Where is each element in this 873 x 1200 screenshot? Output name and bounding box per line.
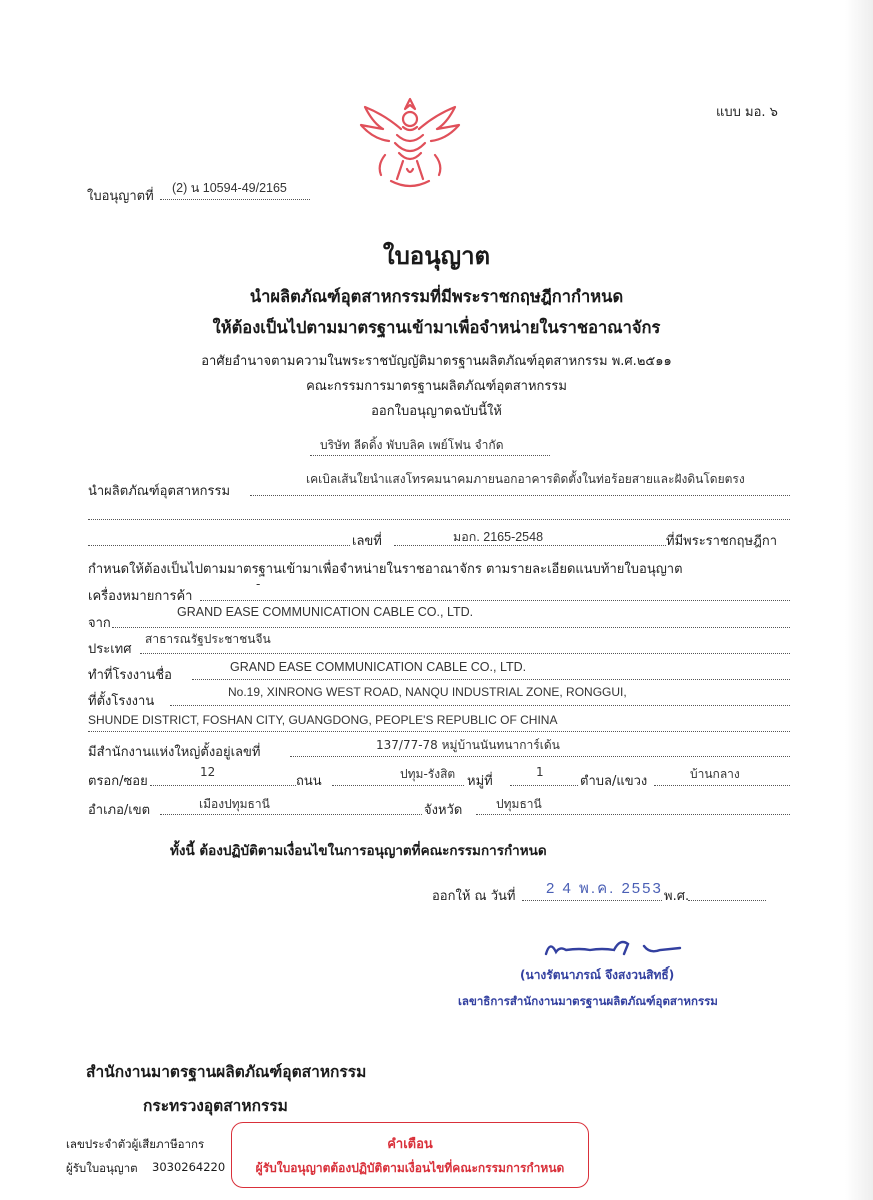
standard-no-value: มอก. 2165-2548 bbox=[453, 530, 544, 544]
trademark-label: เครื่องหมายการค้า bbox=[88, 589, 193, 604]
issued-label: ออกให้ ณ วันที่ bbox=[432, 889, 516, 904]
country-label: ประเทศ bbox=[88, 642, 132, 657]
license-no-value: (2) น 10594-49/2165 bbox=[172, 181, 287, 195]
soi-label: ตรอก/ซอย bbox=[88, 774, 148, 789]
issued-date-stamp: 2 4 พ.ค. 2553 bbox=[546, 880, 663, 897]
requirement-text: กำหนดให้ต้องเป็นไปตามมาตรฐานเข้ามาเพื่อจำหน่ายในราชอาณาจักร ตามรายละเอียดแนบท้ายใบอนุญาต bbox=[88, 562, 683, 577]
subtitle-line-1: นำผลิตภัณฑ์อุตสาหกรรมที่มีพระราชกฤษฎีกากำหนด bbox=[249, 287, 624, 306]
from-label: จาก bbox=[88, 616, 111, 631]
pre-number-dots bbox=[88, 545, 350, 546]
product-dots bbox=[250, 495, 790, 496]
warning-text: ผู้รับใบอนุญาตต้องปฏิบัติตามเงื่อนไขที่คณะกรรมการกำหนด bbox=[255, 1161, 565, 1175]
province-label: จังหวัด bbox=[424, 803, 463, 818]
soi-dots bbox=[150, 785, 296, 786]
subdistrict-value: บ้านกลาง bbox=[690, 767, 740, 781]
hq-label: มีสำนักงานแห่งใหญ่ตั้งอยู่เลขที่ bbox=[88, 745, 261, 760]
factory-address-line-1: No.19, XINRONG WEST ROAD, NANQU INDUSTRIAL ZONE, RONGGUI, bbox=[228, 685, 627, 699]
factory-address-dots-2 bbox=[88, 731, 790, 732]
authority-line-1: อาศัยอำนาจตามความในพระราชบัญญัติมาตรฐานผลิตภัณฑ์อุตสาหกรรม พ.ศ.๒๕๑๑ bbox=[201, 354, 672, 369]
road-label: ถนน bbox=[296, 774, 322, 789]
product-label: นำผลิตภัณฑ์อุตสาหกรรม bbox=[88, 484, 231, 499]
road-dots bbox=[332, 785, 464, 786]
license-no-dots bbox=[160, 199, 310, 200]
taxid-label-2: ผู้รับใบอนุญาต bbox=[66, 1161, 138, 1175]
authority-line-2: คณะกรรมการมาตรฐานผลิตภัณฑ์อุตสาหกรรม bbox=[306, 379, 567, 394]
licensee-dots bbox=[310, 455, 550, 456]
warning-box bbox=[231, 1122, 589, 1188]
factory-address-dots bbox=[170, 705, 790, 706]
from-dots bbox=[112, 627, 790, 628]
moo-value: 1 bbox=[536, 765, 544, 779]
warning-title: คำเตือน bbox=[387, 1137, 433, 1152]
signature-icon bbox=[540, 932, 690, 962]
country-value: สาธารณรัฐประชาชนจีน bbox=[145, 632, 271, 646]
subdistrict-label: ตำบล/แขวง bbox=[580, 774, 648, 789]
province-value: ปทุมธานี bbox=[496, 797, 542, 811]
decree-label: ที่มีพระราชกฤษฎีกา bbox=[666, 534, 777, 549]
page-edge-shadow bbox=[845, 0, 873, 1200]
form-code: แบบ มอ. ๖ bbox=[716, 105, 778, 120]
moo-label: หมู่ที่ bbox=[467, 774, 493, 789]
district-value: เมืองปทุมธานี bbox=[199, 797, 270, 811]
authority-line-3: ออกใบอนุญาตฉบับนี้ให้ bbox=[371, 404, 502, 419]
number-label: เลขที่ bbox=[352, 534, 382, 549]
license-no-label: ใบอนุญาตที่ bbox=[87, 189, 154, 204]
subdistrict-dots bbox=[654, 785, 790, 786]
factory-name-value: GRAND EASE COMMUNICATION CABLE CO., LTD. bbox=[230, 660, 527, 674]
subtitle-line-2: ให้ต้องเป็นไปตามมาตรฐานเข้ามาเพื่อจำหน่ายในราชอาณาจักร bbox=[212, 318, 661, 337]
factory-address-label: ที่ตั้งโรงงาน bbox=[88, 694, 155, 709]
district-dots bbox=[160, 814, 422, 815]
signatory-title: เลขาธิการสำนักงานมาตรฐานผลิตภัณฑ์อุตสาหกรรม bbox=[458, 994, 718, 1008]
trademark-value: - bbox=[256, 577, 261, 591]
moo-dots bbox=[510, 785, 578, 786]
licensee-name: บริษัท ลีดดิ้ง พับบลิค เพย์โฟน จำกัด bbox=[320, 438, 504, 452]
from-value: GRAND EASE COMMUNICATION CABLE CO., LTD. bbox=[177, 605, 474, 619]
factory-name-dots bbox=[192, 679, 790, 680]
signatory-name: (นางรัตนาภรณ์ จึงสงวนสิทธิ์) bbox=[520, 968, 675, 982]
hq-dots bbox=[290, 756, 790, 757]
taxid-value: 3030264220 bbox=[152, 1160, 226, 1174]
garuda-emblem-icon bbox=[355, 95, 465, 195]
factory-name-label: ทำที่โรงงานชื่อ bbox=[88, 668, 172, 683]
taxid-label-1: เลขประจำตัวผู้เสียภาษีอากร bbox=[66, 1137, 205, 1151]
soi-value: 12 bbox=[200, 765, 216, 779]
document-title: ใบอนุญาต bbox=[382, 242, 491, 270]
trademark-dots bbox=[200, 600, 790, 601]
issued-date-dots bbox=[522, 900, 662, 901]
ministry-name: กระทรวงอุตสาหกรรม bbox=[143, 1097, 288, 1115]
district-label: อำเภอ/เขต bbox=[88, 803, 151, 818]
product-value: เคเบิลเส้นใยนำแสงโทรคมนาคมภายนอกอาคารติดตั้งในท่อร้อยสายและฝังดินโดยตรง bbox=[306, 472, 745, 486]
country-dots bbox=[140, 653, 790, 654]
era-dots bbox=[688, 900, 766, 901]
condition-text: ทั้งนี้ ต้องปฏิบัติตามเงื่อนไขในการอนุญาตที่คณะกรรมการกำหนด bbox=[170, 843, 547, 859]
road-value: ปทุม-รังสิต bbox=[400, 767, 456, 781]
product-dots-2 bbox=[88, 519, 790, 520]
hq-value: 137/77-78 หมู่บ้านนันทนาการ์เด้น bbox=[376, 738, 560, 752]
era-label: พ.ศ. bbox=[664, 889, 690, 904]
factory-address-line-2: SHUNDE DISTRICT, FOSHAN CITY, GUANGDONG, PEOPLE'S REPUBLIC OF CHINA bbox=[88, 713, 558, 727]
province-dots bbox=[476, 814, 790, 815]
office-name: สำนักงานมาตรฐานผลิตภัณฑ์อุตสาหกรรม bbox=[86, 1063, 367, 1081]
